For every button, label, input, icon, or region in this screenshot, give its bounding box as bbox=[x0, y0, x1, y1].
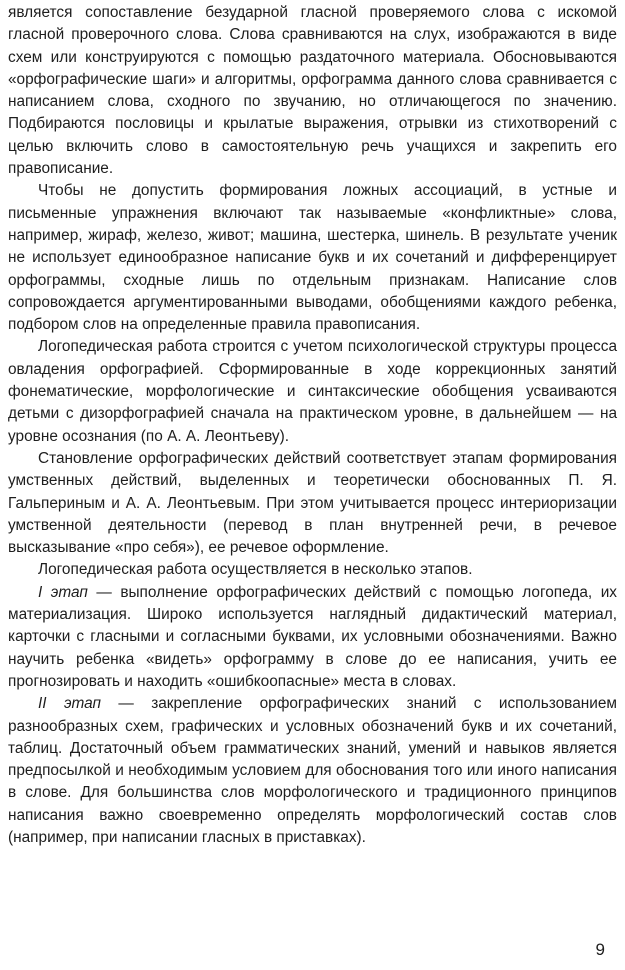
paragraph: Становление орфографических действий соответствует этапам формирования умственных действий, выделенных и теоретически обоснованных П. Я. Гальпериным и А. А. Леонтьевым. При этом учитывается процесс интериоризации умственной деятельности (перевод в план внутренней речи, в речевое высказывание «про себя»), ее речевое оформление. bbox=[8, 449, 617, 557]
stage-label: I этап bbox=[38, 583, 88, 601]
paragraph-text: — закрепление орфографических знаний с использованием разнообразных схем, графических и условных обозначений букв и их сочетаний, таблиц. Достаточный объем грамматических знаний, умений и навыков является предпосылкой и необходимым условием для обоснования того или иного написания в слове. Для большинства слов морфологического и традиционного принципов написания важно своевременно определять морфологический состав слов (например, при написании гласных в приставках). bbox=[8, 695, 617, 846]
paragraph: Логопедическая работа строится с учетом психологической структуры процесса овладения орфографией. Сформированные в ходе коррекционных занятий фонематические, морфологические и синтаксические обобщения усваиваются детьми с дизорфографией сначала на практическом уровне, в дальнейшем — на уровне осознания (по А. А. Леонтьеву). bbox=[8, 338, 617, 445]
paragraph-text: — выполнение орфографических действий с помощью логопеда, их материализация. Широко используется наглядный дидактический материал, карточки с гласными и согласными буквами, их условными обозначениями. Важно научить ребенка «видеть» орфограмму в слове до ее написания, учить ее прогнозировать и находить «ошибкоопасные» места в словах. bbox=[8, 583, 617, 690]
paragraph: Логопедическая работа осуществляется в несколько этапов. bbox=[38, 561, 473, 579]
paragraph-stage-2 bbox=[8, 693, 617, 849]
page-number: 9 bbox=[595, 940, 605, 959]
paragraph: Чтобы не допустить формирования ложных ассоциаций, в устные и письменные упражнения включают так называемые «конфликтные» слова, например, жираф, железо, живот; машина, шестерка, шинель. В результате ученик не использует единообразное написание букв и их сочетаний и дифференцирует орфограммы, сходные лишь по отдельным признакам. Написание слов сопровождается аргументированными выводами, обобщениями каждого ребенка, подбором слов на определенные правила правописания. bbox=[8, 182, 617, 334]
paragraph: является сопоставление безударной гласной проверяемого слова с искомой гласной проверочного слова. Слова сравниваются на слух, изображаются в виде схем или конструируются с помощью раздаточного материала. Обосновываются «орфографические шаги» и алгоритмы, орфограмма данного слова сравнивается с написанием слова, сходного по звучанию, но отличающегося по значению. Подбираются пословицы и крылатые выражения, отрывки из стихотворений с целью включить слово в самостоятельную речь учащихся и закрепить его правописание. bbox=[8, 4, 617, 178]
stage-label: II этап bbox=[38, 695, 102, 713]
body-text bbox=[8, 2, 617, 849]
paragraph-stage-1 bbox=[8, 582, 617, 693]
